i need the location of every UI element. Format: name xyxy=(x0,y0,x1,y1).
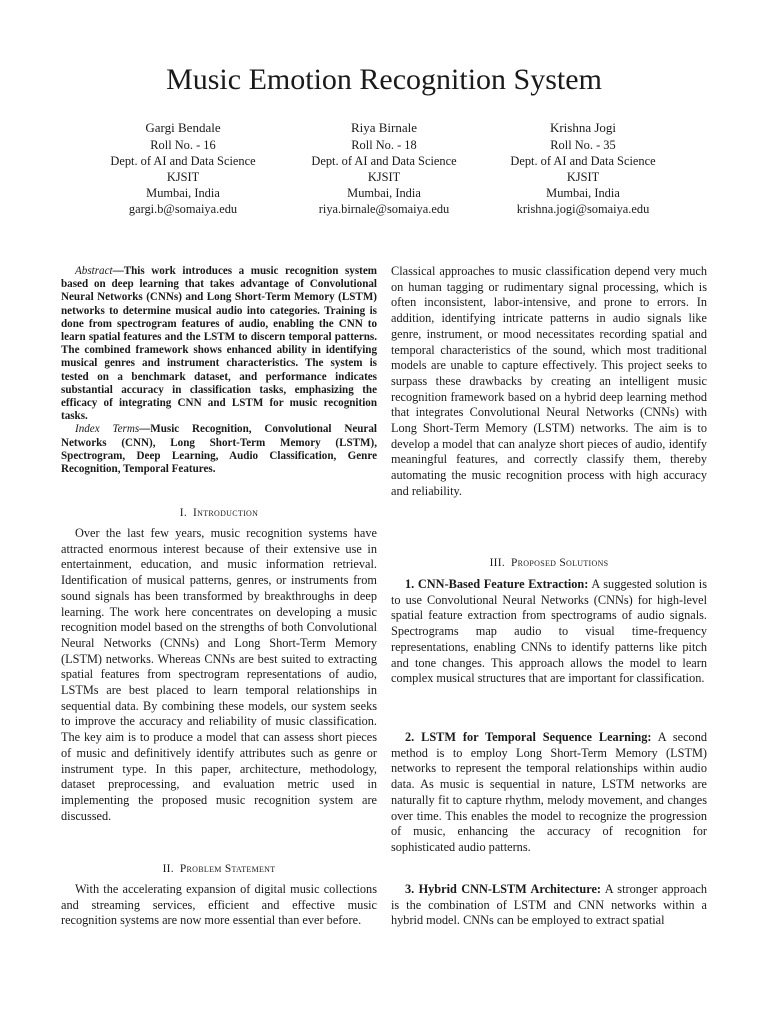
solution-lead: 3. Hybrid CNN-LSTM Architecture: xyxy=(405,882,602,896)
author-roll: Roll No. - 16 xyxy=(150,138,216,152)
author-email: krishna.jogi@somaiya.edu xyxy=(516,202,650,216)
section-title: Problem Statement xyxy=(179,863,276,875)
author-location: Mumbai, India xyxy=(347,186,421,200)
solution-text: A second method is to employ Long Short-Term Memory (LSTM) networks to represent the temporal relationships within audio data. As music is sequential in nature, LSTM networks are naturally fit to capture rhythm, melody movement, and changes over time. This enables the model to recognize the progression of music, enhancing the accuracy of recognition for sophisticated audio patterns. xyxy=(391,730,707,854)
problem-statement-paragraph: With the accelerating expansion of digital music collections and streaming services, efficient and effective music recognition systems are now more essential than ever before. xyxy=(61,882,377,928)
introduction-body xyxy=(61,526,377,824)
author-roll: Roll No. - 35 xyxy=(550,138,616,152)
index-terms-label: Index Terms xyxy=(75,423,140,436)
author-email: riya.birnale@somaiya.edu xyxy=(318,202,450,216)
author-name: Riya Birnale xyxy=(350,120,418,135)
solution-item xyxy=(391,730,707,856)
abstract-paragraph xyxy=(61,265,377,423)
section-number: III. xyxy=(489,557,506,569)
author-block xyxy=(274,120,494,217)
author-name: Gargi Bendale xyxy=(145,120,221,135)
author-block xyxy=(73,120,293,217)
section-heading-proposed-solutions xyxy=(391,556,707,570)
problem-continued-paragraph: Classical approaches to music classification depend very much on human tagging or rudimentary signal processing, which is often inconsistent, labor-intensive, and prone to errors. In addition, identifying intricate patterns in audio signals like genre, instrument, or mood necessitates recording spatial and temporal characteristics of the sound, which most traditional models are unable to capture effectively. This project seeks to surpass these drawbacks by creating an intelligent music recognition framework based on a hybrid deep learning method that integrates Convolutional Neural Networks (CNNs) with Long Short-Term Memory (LSTM) networks. The aim is to develop a model that can analyze short pieces of audio, identify meaningful features, and correctly classify them, thereby automating the music recognition process with high accuracy and reliability. xyxy=(391,264,707,498)
author-location: Mumbai, India xyxy=(546,186,620,200)
introduction-paragraph: Over the last few years, music recognition systems have attracted enormous interest because of their extensive use in entertainment, education, and music information retrieval. Identification of musical patterns, genres, or instruments from sound signals has been transformed by breakthroughs in deep learning. The work here concentrates on developing a music recognition model based on the strengths of both Convolutional Neural Networks (CNNs) and Long Short-Term Memory (LSTM) networks. Whereas CNNs are best suited to extracting spatial features from spectrogram representations of audio, LSTMs are best placed to learn temporal relationships in sequential data. By combining these models, our system seeks to improve the accuracy and reliability of music classification. The key aim is to produce a model that can assess short pieces of music and definitively identify attributes such as genre or instrument type. In this paper, architecture, methodology, dataset preprocessing, and evaluation metric used in implementing the proposed music recognition system are discussed. xyxy=(61,526,377,823)
author-name: Krishna Jogi xyxy=(549,120,617,135)
solution-item xyxy=(391,882,707,929)
section-number: I. xyxy=(179,507,188,519)
index-terms-paragraph xyxy=(61,423,377,476)
abstract-text: —This work introduces a music recognition system based on deep learning that takes advantage of Convolutional Neural Networks (CNNs) and Long Short-Term Memory (LSTM) networks to determine musical audio into categories. Training is done from spectrogram features of audio, enabling the CNN to learn spatial features and the LSTM to discern temporal patterns. The combined framework shows enhanced ability in identifying musical genres and instrument characteristics. The system is tested on a benchmark dataset, and performance indicates substantial accuracy in classification tasks, emphasizing the efficacy of integrating CNN and LSTM for music recognition tasks. xyxy=(61,265,377,423)
solution-paragraph xyxy=(391,577,707,687)
author-institute: KJSIT xyxy=(367,170,401,184)
section-title: Introduction xyxy=(193,507,259,519)
author-block xyxy=(473,120,693,217)
author-roll: Roll No. - 18 xyxy=(351,138,417,152)
author-institute: KJSIT xyxy=(566,170,600,184)
author-location: Mumbai, India xyxy=(146,186,220,200)
author-dept: Dept. of AI and Data Science xyxy=(311,154,457,168)
solution-lead: 1. CNN-Based Feature Extraction: xyxy=(405,577,589,591)
solution-paragraph xyxy=(391,882,707,929)
abstract-label: Abstract xyxy=(75,265,113,277)
solution-lead: 2. LSTM for Temporal Sequence Learning: xyxy=(405,730,652,744)
solution-item xyxy=(391,577,707,687)
abstract-block xyxy=(61,265,377,476)
problem-statement-body xyxy=(61,882,377,929)
author-email: gargi.b@somaiya.edu xyxy=(128,202,238,216)
problem-statement-continued xyxy=(391,264,707,500)
author-dept: Dept. of AI and Data Science xyxy=(110,154,256,168)
section-title: Proposed Solutions xyxy=(511,557,609,569)
author-institute: KJSIT xyxy=(166,170,200,184)
section-heading-introduction xyxy=(61,506,377,520)
solution-paragraph xyxy=(391,730,707,856)
section-number: II. xyxy=(162,863,174,875)
solution-text: A suggested solution is to use Convolutional Neural Networks (CNNs) for high-level spatial feature extraction from spectrograms of audio signals. Spectrograms map audio to visual time-frequency representations, enabling CNNs to identify patterns like pitch and tone changes. This approach allows the model to learn complex musical structures that are important for classification. xyxy=(391,577,707,686)
paper-title: Music Emotion Recognition System xyxy=(166,63,602,96)
section-heading-problem-statement xyxy=(61,862,377,876)
author-dept: Dept. of AI and Data Science xyxy=(510,154,656,168)
index-terms-text: —Music Recognition, Convolutional Neural Networks (CNN), Long Short-Term Memory (LSTM), Spectrogram, Deep Learning, Audio Classification, Genre Recognition, Temporal Features. xyxy=(61,423,377,476)
solution-text: A stronger approach is the combination of LSTM and CNN networks within a hybrid model. CNNs can be employed to extract spatial xyxy=(391,882,708,928)
